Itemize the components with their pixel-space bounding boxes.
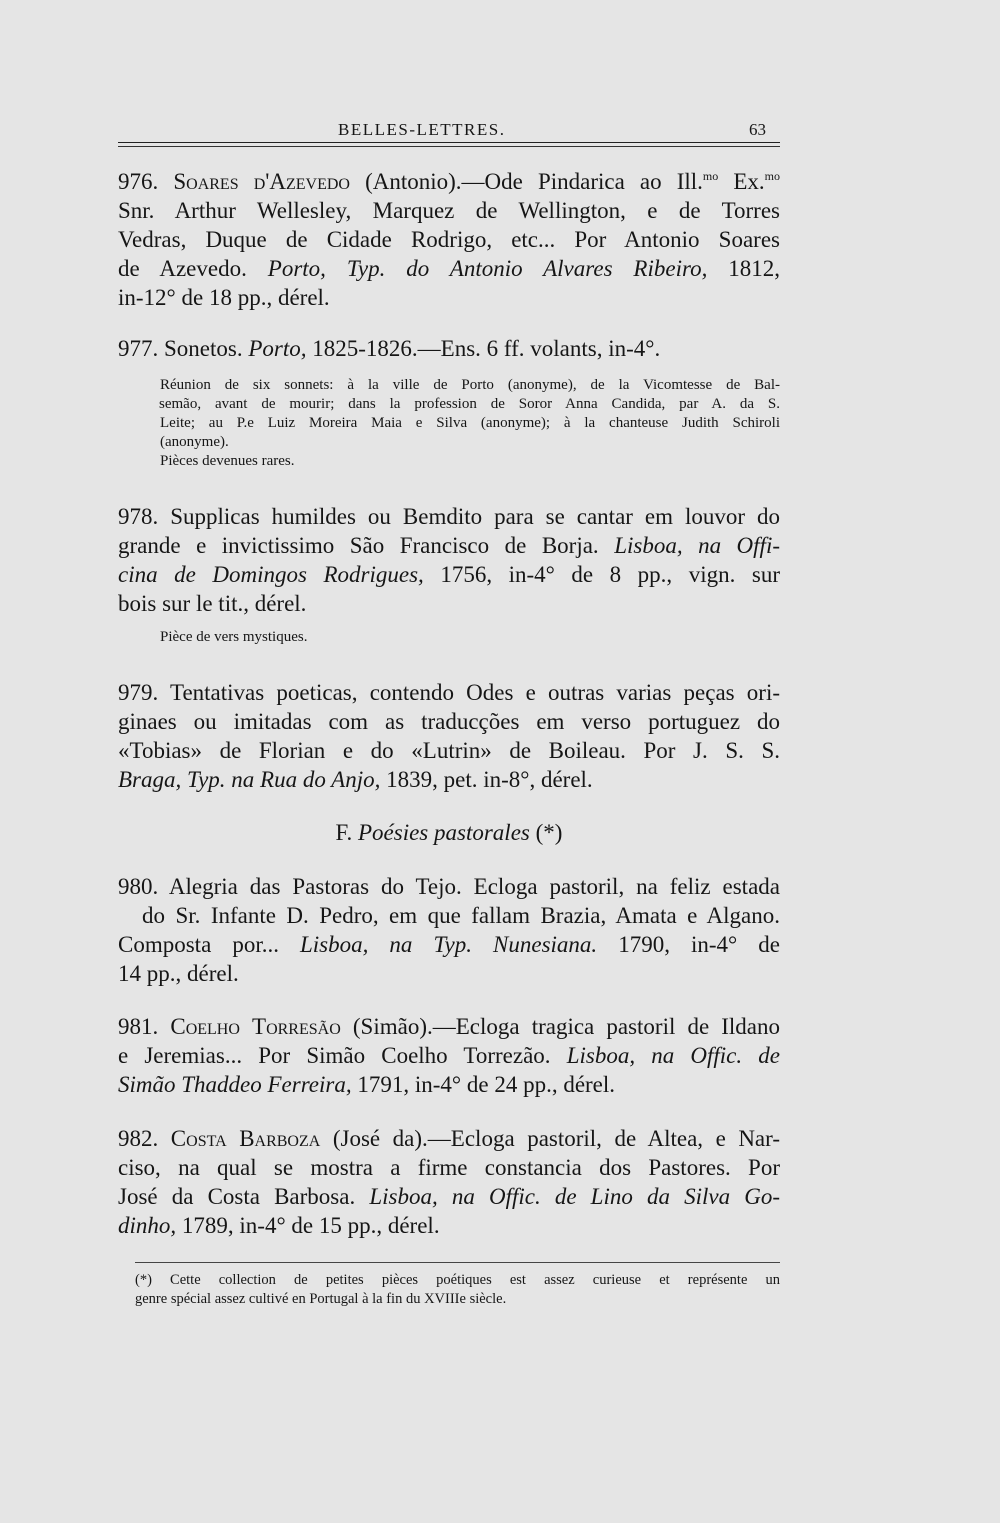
- entry-982-line-3: [118, 1182, 780, 1211]
- entry-977-line-1: [118, 334, 780, 363]
- entry-979-line-4: [118, 765, 780, 794]
- entry-number: 982.: [118, 1126, 159, 1151]
- imprint: Porto,: [248, 336, 307, 361]
- text: 1812,: [707, 256, 780, 281]
- imprint-cont: cina de Domingos Rodrigues,: [118, 562, 424, 587]
- entry-981: [118, 1012, 780, 1099]
- imprint: Porto, Typ. do Antonio Alvares Ribeiro,: [267, 256, 708, 281]
- superscript: mo: [702, 169, 719, 183]
- imprint: Lisboa, na Typ. Nunesiana.: [300, 932, 598, 957]
- section-title: Poésies pastorales: [358, 820, 530, 845]
- entry-number: 976.: [118, 169, 159, 194]
- entry-title: —Ode Pindarica ao Ill.: [461, 169, 703, 194]
- text: José da Costa Barbosa.: [118, 1184, 370, 1209]
- entry-976: [118, 167, 780, 312]
- entry-978-line-3: [118, 560, 780, 589]
- imprint-cont: Simão Thaddeo Ferreira,: [118, 1072, 352, 1097]
- author-surname-2: d'Azevedo: [253, 169, 350, 194]
- entry-number: 979.: [118, 680, 159, 705]
- entry-number: 980.: [118, 874, 159, 899]
- entry-978: [118, 502, 780, 618]
- entry-978-line-1: [118, 502, 780, 531]
- entry-title: Tentativas poeticas, contendo Odes e outras varias peças ori-: [158, 680, 780, 705]
- entry-number: 981.: [118, 1014, 159, 1039]
- author-forename: (Antonio).: [365, 169, 462, 194]
- entry-980-line-1: [118, 872, 780, 901]
- running-title: BELLES-LETTRES.: [338, 120, 506, 139]
- entry-980-line-3: [118, 930, 780, 959]
- author-surname-2: Torresão: [252, 1014, 341, 1039]
- author-surname-2: Barboza: [239, 1126, 321, 1151]
- entry-976-line-4: [118, 254, 780, 283]
- collation: 1789, in-4° de 15 pp., dérel.: [176, 1213, 440, 1238]
- entry-title: —Ecloga tragica pastoril de Ildano: [432, 1014, 781, 1039]
- entry-979: [118, 678, 780, 794]
- page-header: [118, 116, 780, 146]
- entry-979-line-1: [118, 678, 780, 707]
- collation: 1756, in-4° de 8 pp., vign. sur: [423, 562, 780, 587]
- entry-979-line-3: «Tobias» de Florian e do «Lutrin» de Boileau. Por J. S. S.: [118, 738, 780, 763]
- entry-978-line-2: [118, 531, 780, 560]
- collation: 1790, in-4° de: [597, 932, 780, 957]
- note-line-5: Pièces devenues rares.: [160, 453, 295, 469]
- author-surname: Costa: [170, 1126, 227, 1151]
- entry-title-cont: Ex.: [718, 169, 765, 194]
- text: e Jeremias... Por Simão Coelho Torrezão.: [118, 1043, 567, 1068]
- entry-976-line-3: Vedras, Duque de Cidade Rodrigo, etc... Por Antonio Soares: [118, 227, 780, 252]
- footnote: [135, 1271, 780, 1309]
- imprint: Lisboa, na Offic. de: [566, 1043, 780, 1068]
- entry-981-line-3: [118, 1070, 780, 1099]
- entry-976-line-1: [118, 167, 780, 196]
- text: grande e invictissimo São Francisco de Borja.: [118, 533, 615, 558]
- entry-title: Sonetos.: [158, 336, 249, 361]
- entry-980-line-2: do Sr. Infante D. Pedro, em que fallam Brazia, Amata e Algano.: [142, 903, 780, 928]
- entry-982-line-2: ciso, na qual se mostra a firme constancia dos Pastores. Por: [118, 1155, 780, 1180]
- entry-title: —Ecloga pastoril, de Altea, e Nar-: [427, 1126, 780, 1151]
- author-forename: (Simão).: [352, 1014, 433, 1039]
- entry-978-line-4: bois sur le tit., dérel.: [118, 591, 307, 616]
- text: de Azevedo.: [118, 256, 268, 281]
- entry-977: [118, 334, 780, 363]
- entry-982-line-4: [118, 1211, 780, 1240]
- imprint: Braga, Typ. na Rua do Anjo,: [118, 767, 381, 792]
- collation: 1825-1826.—Ens. 6 ff. volants, in-4°.: [306, 336, 661, 361]
- entry-977-note: [160, 376, 780, 471]
- note-line-1: Réunion de six sonnets: à la ville de Porto (anonyme), de la Vicomtesse de Bal-: [160, 377, 780, 393]
- page-number: 63: [749, 120, 766, 139]
- note-line-1: Pièce de vers mystiques.: [160, 629, 308, 645]
- header-rule-thin: [118, 146, 780, 147]
- text: Composta por...: [118, 932, 300, 957]
- entry-number: 978.: [118, 504, 159, 529]
- entry-980: [118, 872, 780, 988]
- footnote-mark: (*): [529, 820, 563, 845]
- note-line-3: Leite; au P.e Luiz Moreira Maia e Silva (anonyme); à la chanteuse Judith Schiroli: [160, 415, 780, 431]
- entry-981-line-2: [118, 1041, 780, 1070]
- footnote-line-2: genre spécial assez cultivé en Portugal à la fin du XVIIIe siècle.: [135, 1291, 507, 1307]
- collation: 1839, pet. in-8°, dérel.: [380, 767, 593, 792]
- entry-979-line-2: ginaes ou imitadas com as traducções em verso portuguez do: [118, 709, 780, 734]
- author-surname: Coelho: [170, 1014, 240, 1039]
- imprint: Lisboa, na Offi-: [614, 533, 780, 558]
- entry-976-line-5: in-12° de 18 pp., dérel.: [118, 285, 330, 310]
- entry-978-note: [160, 628, 780, 647]
- entry-982-line-1: [118, 1124, 780, 1153]
- author-surname: Soares: [173, 169, 239, 194]
- imprint: Lisboa, na Offic. de Lino da Silva Go-: [369, 1184, 780, 1209]
- note-line-4: (anonyme).: [160, 434, 229, 450]
- section-heading: [118, 818, 780, 847]
- collation: 1791, in-4° de 24 pp., dérel.: [351, 1072, 616, 1097]
- section-letter: F.: [335, 820, 358, 845]
- entry-title: Supplicas humildes ou Bemdito para se cantar em louvor do: [158, 504, 780, 529]
- entry-981-line-1: [118, 1012, 780, 1041]
- entry-number: 977.: [118, 336, 159, 361]
- imprint-cont: dinho,: [118, 1213, 177, 1238]
- entry-976-line-2: Snr. Arthur Wellesley, Marquez de Wellington, e de Torres: [118, 198, 780, 223]
- author-forename: (José da).: [332, 1126, 428, 1151]
- note-line-2: semão, avant de mourir; dans la profession de Soror Anna Candida, par A. da S.: [159, 396, 780, 412]
- footnote-line-1: (*) Cette collection de petites pièces poétiques est assez curieuse et représente un: [135, 1272, 780, 1288]
- superscript-2: mo: [764, 169, 780, 183]
- footnote-rule: [135, 1262, 780, 1263]
- entry-title: Alegria das Pastoras do Tejo. Ecloga pastoril, na feliz estada: [158, 874, 780, 899]
- entry-980-line-4: 14 pp., dérel.: [118, 961, 239, 986]
- entry-982: [118, 1124, 780, 1240]
- header-rule: [118, 142, 780, 143]
